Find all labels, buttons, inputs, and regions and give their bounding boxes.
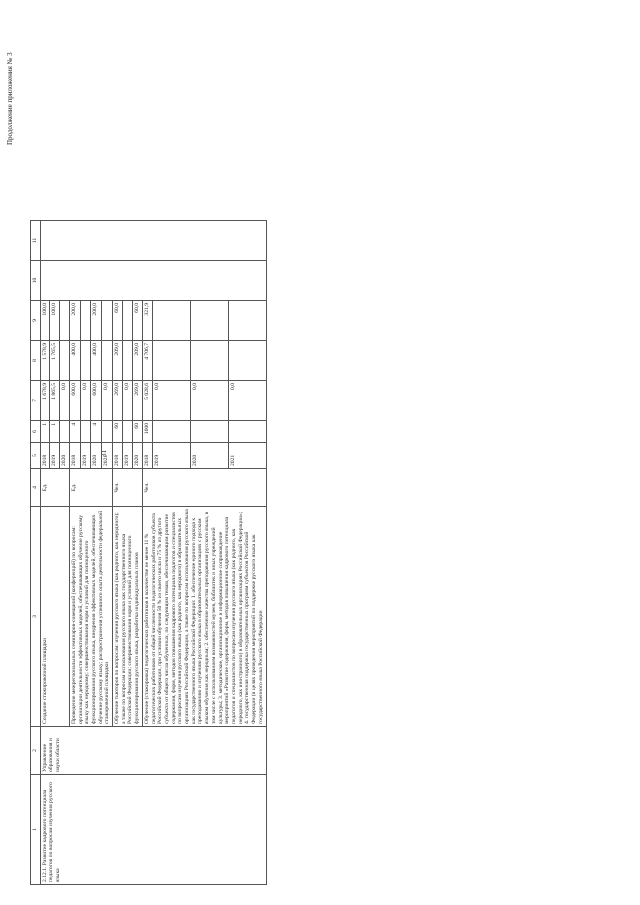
value-cell: 321,9 xyxy=(142,301,152,341)
value-cell xyxy=(190,301,228,341)
col-header: 5 xyxy=(31,443,41,469)
activity-cell: Проведение межрегиональных семинаров-совещаний (конференций) по вопросам: организации деятельности эффективных моделей, обеспечивающих обучение русскому языку как неродному; совершенствования норм и условий для полноценного функционирования русского языка, внедрения эффективных моделей, обеспечивающих обучение русскому языку; распространения успешного опыта деятельности федеральной стажировочной площадки xyxy=(69,507,112,727)
value-cell xyxy=(60,341,70,381)
value-cell: 600,0 xyxy=(91,381,102,421)
value-cell: 100,0 xyxy=(50,301,60,341)
value-cell: 100,0 xyxy=(40,301,50,341)
appendix-note: Продолжение приложения № 3 xyxy=(6,52,14,145)
value-cell: 0,0 xyxy=(80,381,91,421)
value-cell xyxy=(102,421,113,443)
column-number-row xyxy=(31,221,41,885)
value-cell: 400,0 xyxy=(69,341,80,381)
value-cell xyxy=(102,301,113,341)
value-cell xyxy=(228,341,266,381)
executor-cell: Управление образования и науки области xyxy=(40,727,266,775)
year-cell: 2020 xyxy=(91,443,102,469)
unit-cell: Ед. xyxy=(69,469,112,507)
value-cell: 209,0 xyxy=(132,341,142,381)
value-cell: 0,0 xyxy=(122,381,132,421)
value-cell: 60,0 xyxy=(113,301,123,341)
value-cell: 269,0 xyxy=(132,381,142,421)
unit-cell: Чел. xyxy=(113,469,143,507)
value-cell: 0,0 xyxy=(228,381,266,421)
year-cell: 2018 xyxy=(113,443,123,469)
value-cell: 60 xyxy=(113,421,123,443)
col-header: 9 xyxy=(31,301,41,341)
unit-cell: Чел. xyxy=(142,469,266,507)
col-header: 8 xyxy=(31,341,41,381)
activity-cell: Обучение (стажировка) педагогических работников в количестве не менее 11 % педагогических работников от общей численности педагогических работников субъекта Российской Федерации, при условии обучения 50 % из своего числа и 75 % из другого субъекта от общего числа обученных, по следующим темам, обеспечивающим развитие содержания, форм, методов повышения кадрового потенциала педагогов и специалистов по вопросам изучения русского языка (как родного, как неродного) в образовательных организациях Российской Федерации, а также по вопросам использования русского языка как государственного языка Российской Федерации: 1. обеспечение единого подхода к преподаванию и изучению русского языка в образовательных организациях с русским языком обучения как неродным; 2. обеспечение качества преподавания русского языка, в том числе с использованием возможностей музеев, библиотек и иных учреждений культуры; 3. методическое, организационное и информационное сопровождение мероприятий «Развитие содержания, форм, методов повышения кадрового потенциала педагогов и специалистов по вопросам изучения русского языка (как родного, как неродного, как иностранного) в образовательных организациях Российской Федерации»; 4. государственная поддержка государственных программ субъектов Российской Федерации (в целях проведения мероприятий по поддержке русского языка как государственного языка Российской Федерации xyxy=(142,507,266,727)
value-cell xyxy=(228,421,266,443)
table-row xyxy=(40,221,50,885)
activity-cell: Обучение тьюторов по вопросам: изучения русского языка (как родного, как неродного); а также по вопросам использования русского языка как государственного языка Российской Федерации; совершенствования норм и условий для полноценного функционирования русского языка, разработка индивидуальных планов xyxy=(113,507,143,727)
value-cell: 4 xyxy=(91,421,102,443)
value-cell: 200,0 xyxy=(91,301,102,341)
value-cell: 209,0 xyxy=(113,341,123,381)
value-cell: 1 xyxy=(40,421,50,443)
year-cell: 2020 xyxy=(60,443,70,469)
value-cell: 1 xyxy=(50,421,60,443)
year-cell: 2018 xyxy=(69,443,80,469)
value-cell: 4 706,7 xyxy=(142,341,152,381)
value-cell: 200,0 xyxy=(69,301,80,341)
empty-cell xyxy=(40,221,266,261)
value-cell xyxy=(190,421,228,443)
year-cell: 2021 xyxy=(228,443,266,469)
value-cell xyxy=(102,341,113,381)
col-header: 11 xyxy=(31,221,41,261)
value-cell: 1 678,9 xyxy=(40,381,50,421)
year-cell: 2021 xyxy=(102,443,113,469)
col-header: 10 xyxy=(31,261,41,301)
value-cell xyxy=(122,341,132,381)
value-cell: 60,0 xyxy=(132,301,142,341)
value-cell: 4 xyxy=(69,421,80,443)
value-cell xyxy=(60,301,70,341)
year-cell: 2018 xyxy=(40,443,50,469)
col-header: 3 xyxy=(31,507,41,727)
value-cell xyxy=(122,421,132,443)
year-cell: 2020 xyxy=(132,443,142,469)
col-header: 6 xyxy=(31,421,41,443)
year-cell: 2019 xyxy=(122,443,132,469)
year-cell: 2019 xyxy=(50,443,60,469)
col-header: 7 xyxy=(31,381,41,421)
activity-cell: Создание стажировочной площадки xyxy=(40,507,69,727)
empty-cell xyxy=(40,261,266,301)
value-cell xyxy=(80,421,91,443)
col-header: 2 xyxy=(31,727,41,775)
year-cell: 2020 xyxy=(190,443,228,469)
year-cell: 2019 xyxy=(80,443,91,469)
value-cell xyxy=(80,301,91,341)
unit-cell: Ед. xyxy=(40,469,69,507)
value-cell: 0,0 xyxy=(152,381,190,421)
col-header: 1 xyxy=(31,775,41,885)
value-cell: 1 865,5 xyxy=(50,381,60,421)
program-table xyxy=(30,220,267,885)
value-cell: 1 578,9 xyxy=(40,341,50,381)
value-cell xyxy=(228,301,266,341)
value-cell: 0,0 xyxy=(102,381,113,421)
value-cell: 0,0 xyxy=(60,381,70,421)
value-cell: 400,0 xyxy=(91,341,102,381)
value-cell: 600,0 xyxy=(69,381,80,421)
value-cell xyxy=(152,421,190,443)
value-cell: 269,0 xyxy=(113,381,123,421)
value-cell: 1600 xyxy=(142,421,152,443)
value-cell: 5 028,6 xyxy=(142,381,152,421)
value-cell xyxy=(122,301,132,341)
task-cell: 2.12.1. Развитие кадрового потенциала педагогов по вопросам изучения русского языка xyxy=(40,775,266,885)
year-cell: 2018 xyxy=(142,443,152,469)
page-number: 31 xyxy=(100,450,108,457)
value-cell: 0,0 xyxy=(190,381,228,421)
value-cell xyxy=(152,301,190,341)
col-header: 4 xyxy=(31,469,41,507)
value-cell: 1 765,5 xyxy=(50,341,60,381)
value-cell xyxy=(152,341,190,381)
value-cell: 60 xyxy=(132,421,142,443)
value-cell xyxy=(80,341,91,381)
value-cell xyxy=(60,421,70,443)
value-cell xyxy=(190,341,228,381)
year-cell: 2019 xyxy=(152,443,190,469)
